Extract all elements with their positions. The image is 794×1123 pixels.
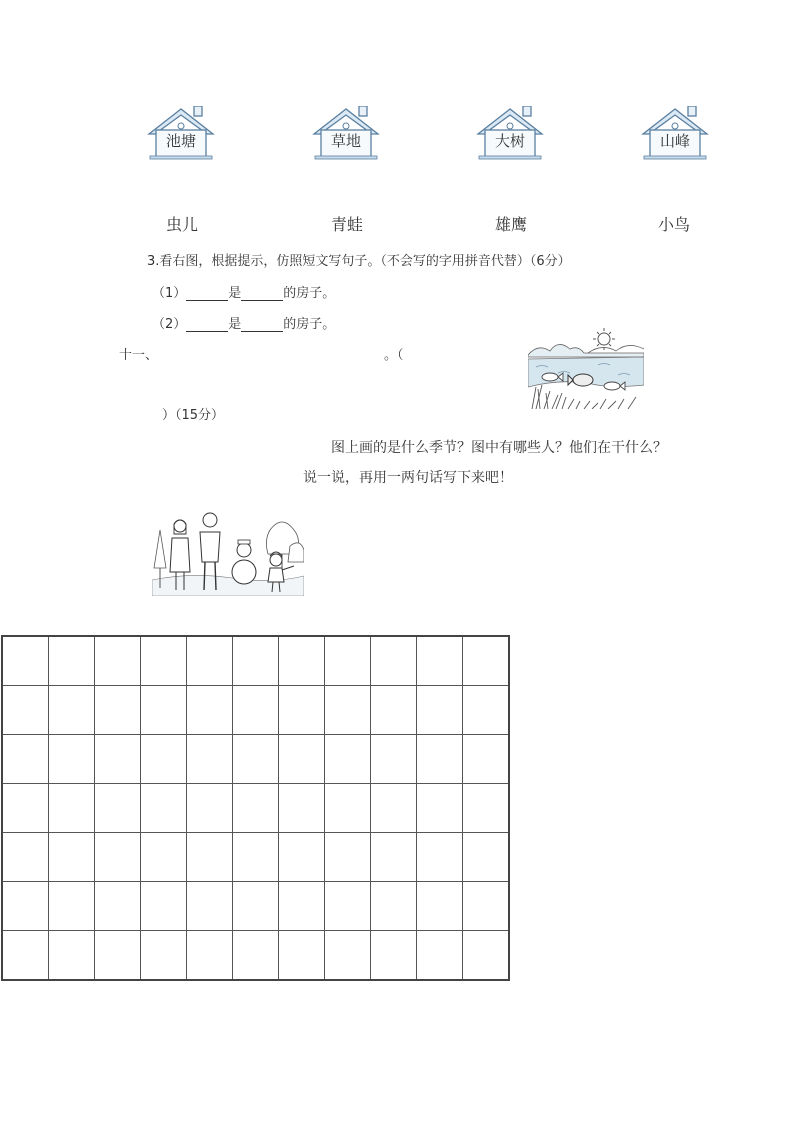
animal-label-insect: 虫儿: [166, 215, 199, 234]
q3-line-1: [152, 282, 335, 301]
river-scene-image: [528, 327, 644, 409]
q11-mid-mark: 。（: [384, 348, 404, 363]
grid-cell[interactable]: [95, 735, 141, 784]
house-pond: [146, 106, 216, 160]
grid-cell[interactable]: [95, 931, 141, 981]
grid-cell[interactable]: [141, 735, 187, 784]
answer-blank[interactable]: [241, 286, 283, 301]
grid-cell[interactable]: [371, 735, 417, 784]
house-label: 池塘: [165, 132, 196, 150]
grid-cell[interactable]: [233, 686, 279, 735]
grid-cell[interactable]: [279, 735, 325, 784]
grid-cell[interactable]: [187, 931, 233, 981]
grid-cell[interactable]: [2, 931, 49, 981]
grid-cell[interactable]: [325, 882, 371, 931]
grid-cell[interactable]: [371, 686, 417, 735]
grid-cell[interactable]: [279, 882, 325, 931]
grid-cell[interactable]: [2, 636, 49, 686]
grid-row: [2, 882, 509, 931]
grid-cell[interactable]: [325, 784, 371, 833]
grid-cell[interactable]: [141, 784, 187, 833]
house-label: 草地: [330, 132, 361, 150]
grid-cell[interactable]: [417, 686, 463, 735]
grid-cell[interactable]: [371, 833, 417, 882]
grid-cell[interactable]: [2, 784, 49, 833]
grid-cell[interactable]: [49, 833, 95, 882]
grid-cell[interactable]: [463, 735, 510, 784]
q11-score: ）（15分）: [162, 408, 225, 423]
grid-cell[interactable]: [371, 882, 417, 931]
q3-line-2: [152, 313, 335, 332]
grid-row: [2, 686, 509, 735]
q11-number: 十一、: [119, 348, 159, 363]
grid-cell[interactable]: [371, 931, 417, 981]
grid-cell[interactable]: [187, 686, 233, 735]
grid-cell[interactable]: [49, 735, 95, 784]
grid-cell[interactable]: [2, 686, 49, 735]
grid-cell[interactable]: [49, 882, 95, 931]
q11-prompt-1: 图上画的是什么季节？图中有哪些人？他们在干什么？: [331, 440, 667, 456]
grid-cell[interactable]: [2, 833, 49, 882]
grid-row: [2, 931, 509, 981]
grid-cell[interactable]: [95, 686, 141, 735]
grid-cell[interactable]: [187, 882, 233, 931]
house-label: 山峰: [659, 132, 690, 150]
house-label: 大树: [494, 132, 525, 150]
q3-line-2-prefix: （2）: [152, 317, 187, 332]
grid-cell[interactable]: [417, 931, 463, 981]
grid-cell[interactable]: [187, 636, 233, 686]
grid-cell[interactable]: [141, 931, 187, 981]
writing-grid: [1, 635, 510, 981]
answer-blank[interactable]: [186, 286, 228, 301]
is-word: 是: [228, 286, 242, 301]
grid-cell[interactable]: [141, 882, 187, 931]
grid-cell[interactable]: [417, 735, 463, 784]
q3-instruction: 3.看右图，根据提示，仿照短文写句子。（不会写的字用拼音代替）（6分）: [147, 254, 571, 269]
answer-blank[interactable]: [186, 317, 228, 332]
animal-label-frog: 青蛙: [331, 215, 364, 234]
grid-cell[interactable]: [49, 784, 95, 833]
grid-cell[interactable]: [95, 882, 141, 931]
grid-cell[interactable]: [279, 784, 325, 833]
grid-cell[interactable]: [463, 636, 510, 686]
grid-row: [2, 735, 509, 784]
grid-cell[interactable]: [233, 833, 279, 882]
winter-scene-image: [152, 510, 304, 596]
is-word: 是: [228, 317, 242, 332]
grid-row: [2, 833, 509, 882]
grid-cell[interactable]: [463, 686, 510, 735]
q3-line-1-prefix: （1）: [152, 286, 187, 301]
grid-cell[interactable]: [49, 931, 95, 981]
grid-cell[interactable]: [279, 636, 325, 686]
grid-cell[interactable]: [325, 636, 371, 686]
house-grass: [311, 106, 381, 160]
grid-cell[interactable]: [141, 833, 187, 882]
grid-cell[interactable]: [2, 735, 49, 784]
grid-cell[interactable]: [325, 931, 371, 981]
grid-cell[interactable]: [233, 636, 279, 686]
q11-prompt-2: 说一说，再用一两句话写下来吧！: [303, 470, 513, 486]
animal-label-bird: 小鸟: [658, 215, 691, 234]
grid-cell[interactable]: [187, 833, 233, 882]
grid-cell[interactable]: [417, 833, 463, 882]
grid-cell[interactable]: [2, 882, 49, 931]
grid-cell[interactable]: [141, 636, 187, 686]
grid-cell[interactable]: [463, 784, 510, 833]
grid-cell[interactable]: [417, 784, 463, 833]
grid-row: [2, 784, 509, 833]
grid-cell[interactable]: [463, 882, 510, 931]
grid-cell[interactable]: [325, 735, 371, 784]
house-mountain: [640, 106, 710, 160]
house-tree: [475, 106, 545, 160]
grid-cell[interactable]: [417, 882, 463, 931]
grid-cell[interactable]: [463, 833, 510, 882]
grid-cell[interactable]: [95, 784, 141, 833]
grid-cell[interactable]: [233, 735, 279, 784]
grid-cell[interactable]: [371, 784, 417, 833]
answer-blank[interactable]: [241, 317, 283, 332]
grid-cell[interactable]: [371, 636, 417, 686]
animal-label-eagle: 雄鹰: [495, 215, 528, 234]
grid-cell[interactable]: [325, 686, 371, 735]
grid-row: [2, 636, 509, 686]
grid-cell[interactable]: [233, 882, 279, 931]
grid-cell[interactable]: [279, 686, 325, 735]
grid-cell[interactable]: [463, 931, 510, 981]
house-suffix: 的房子。: [283, 286, 336, 301]
grid-cell[interactable]: [49, 636, 95, 686]
grid-cell[interactable]: [279, 931, 325, 981]
grid-cell[interactable]: [95, 833, 141, 882]
grid-cell[interactable]: [95, 636, 141, 686]
house-suffix: 的房子。: [283, 317, 336, 332]
grid-cell[interactable]: [279, 833, 325, 882]
grid-cell[interactable]: [49, 686, 95, 735]
grid-cell[interactable]: [233, 931, 279, 981]
grid-cell[interactable]: [325, 833, 371, 882]
grid-cell[interactable]: [233, 784, 279, 833]
grid-cell[interactable]: [417, 636, 463, 686]
grid-cell[interactable]: [141, 686, 187, 735]
grid-cell[interactable]: [187, 784, 233, 833]
grid-cell[interactable]: [187, 735, 233, 784]
